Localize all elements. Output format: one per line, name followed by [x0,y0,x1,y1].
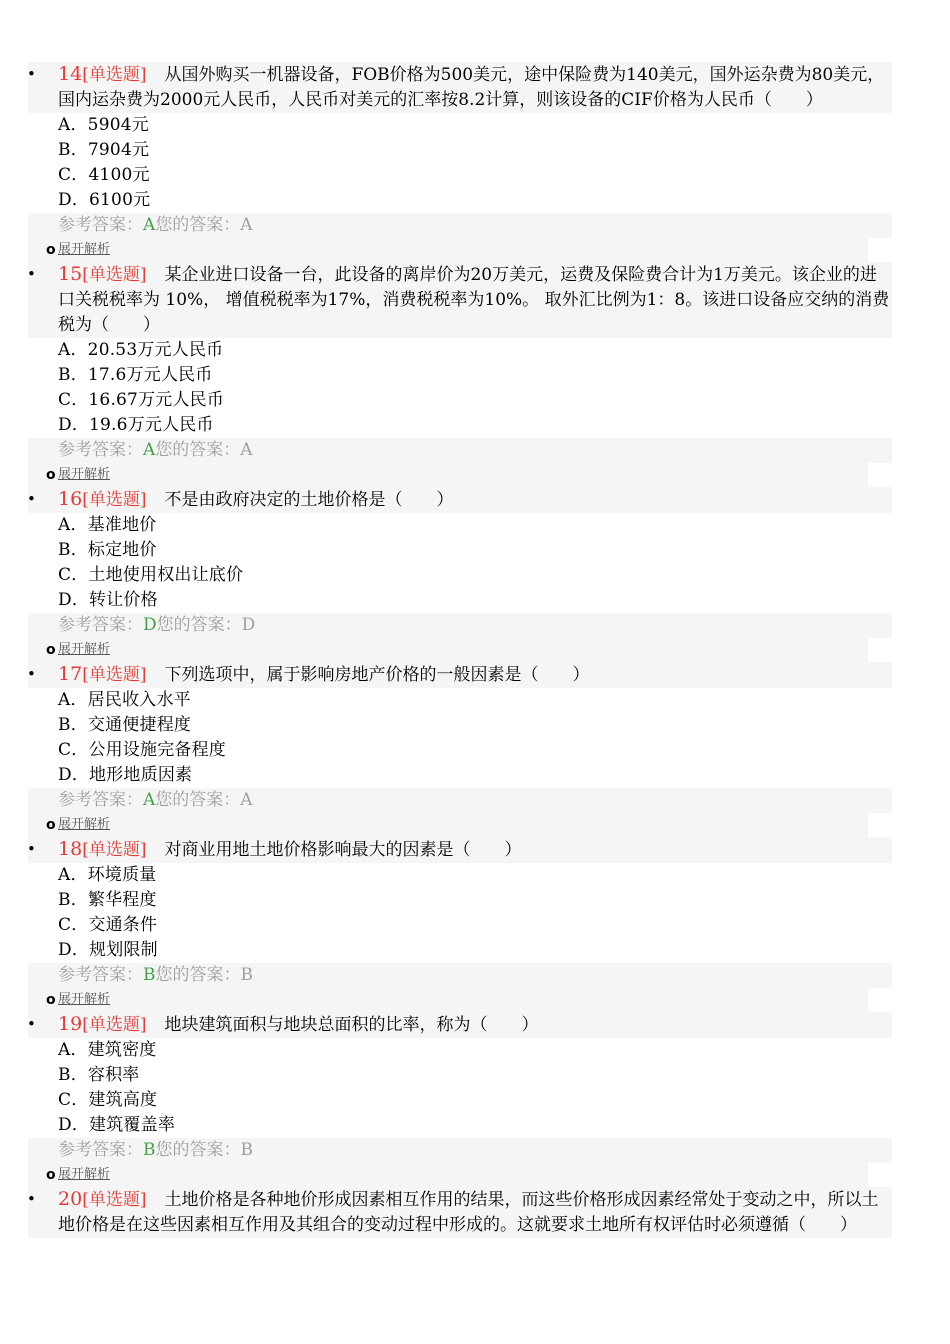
expand-analysis-link[interactable]: 展开解析 [58,242,111,257]
expand-analysis-link[interactable]: 展开解析 [58,1167,111,1182]
bullet-icon: • [27,490,36,508]
expand-row [28,988,868,1012]
answer-option[interactable]: D．地形地质因素 [58,765,193,785]
your-answer: 您的答案：B [155,965,253,985]
question-type: [单选题] [82,490,147,510]
question-header [28,1012,892,1038]
question-stem: 地块建筑面积与地块总面积的比率，称为（ ） [164,1015,539,1035]
answer-option[interactable]: A．5904元 [58,115,149,135]
answer-option[interactable]: C．公用设施完备程度 [58,740,227,760]
question-block [0,1187,950,1238]
answer-prefix: 参考答案： [58,790,143,810]
answer-option[interactable]: D．转让价格 [58,590,158,610]
your-answer: 您的答案：A [155,440,253,460]
expand-analysis-link[interactable]: 展开解析 [58,992,111,1007]
your-answer: 您的答案：A [155,215,253,235]
question-header [28,662,892,688]
reference-answer: B [143,1140,156,1160]
answer-option[interactable]: B．容积率 [58,1065,140,1085]
answer-line [28,788,892,813]
question-header [28,262,892,338]
your-answer: 您的答案：B [155,1140,253,1160]
answer-option[interactable]: D．规划限制 [58,940,158,960]
question-header [28,1187,892,1238]
circle-bullet-icon: o [46,642,56,658]
bullet-icon: • [27,840,36,858]
circle-bullet-icon: o [46,817,56,833]
answer-option[interactable]: A．建筑密度 [58,1040,157,1060]
question-block [0,487,950,662]
reference-answer: A [143,215,156,235]
question-type: [单选题] [82,1015,147,1035]
question-type: [单选题] [82,665,147,685]
question-number: 19 [58,1013,83,1035]
question-list [0,62,950,1238]
bullet-icon: • [27,1190,36,1208]
question-block [0,662,950,837]
question-stem: 某企业进口设备一台，此设备的离岸价为20万美元，运费及保险费合计为1万美元。该企业的进口关税税率为 10%， 增值税税率为17%，消费税税率为10%。 取外汇比例为1：8。该进口设备应交纳的消费税为（ ） [58,265,890,335]
answer-option[interactable]: C．交通条件 [58,915,158,935]
answer-prefix: 参考答案： [58,1140,143,1160]
question-number: 15 [58,263,83,285]
circle-bullet-icon: o [46,242,56,258]
expand-analysis-link[interactable]: 展开解析 [58,642,111,657]
your-answer: 您的答案：A [155,790,253,810]
question-stem: 从国外购买一机器设备，FOB价格为500美元，途中保险费为140美元，国外运杂费为80美元，国内运杂费为2000元人民币，人民币对美元的汇率按8.2计算，则该设备的CIF价格为人民币（ ） [58,65,885,110]
question-header [28,487,892,513]
answer-option[interactable]: D．19.6万元人民币 [58,415,214,435]
bullet-icon: • [27,1015,36,1033]
question-number: 17 [58,663,83,685]
expand-analysis-link[interactable]: 展开解析 [58,467,111,482]
answer-prefix: 参考答案： [58,440,143,460]
reference-answer: A [143,440,156,460]
question-stem: 下列选项中，属于影响房地产价格的一般因素是（ ） [164,665,590,685]
question-number: 20 [58,1188,83,1210]
expand-row [28,1163,868,1187]
question-block [0,262,950,487]
bullet-icon: • [27,65,36,83]
circle-bullet-icon: o [46,1167,56,1183]
expand-row [28,238,868,262]
answer-option[interactable]: B．17.6万元人民币 [58,365,213,385]
question-header [28,837,892,863]
answer-line [28,613,892,638]
bullet-icon: • [27,665,36,683]
answer-option[interactable]: A．环境质量 [58,865,157,885]
expand-analysis-link[interactable]: 展开解析 [58,817,111,832]
answer-line [28,438,892,463]
bullet-icon: • [27,265,36,283]
question-stem: 不是由政府决定的土地价格是（ ） [164,490,454,510]
your-answer: 您的答案：D [156,615,256,635]
reference-answer: A [143,790,156,810]
question-type: [单选题] [82,1190,147,1210]
answer-line [28,1138,892,1163]
answer-prefix: 参考答案： [58,615,143,635]
answer-option[interactable]: B．标定地价 [58,540,157,560]
answer-option[interactable]: B．繁华程度 [58,890,157,910]
question-stem: 对商业用地土地价格影响最大的因素是（ ） [164,840,522,860]
question-number: 16 [58,488,83,510]
answer-option[interactable]: B．7904元 [58,140,150,160]
question-block [0,1012,950,1187]
answer-option[interactable]: D．6100元 [58,190,151,210]
question-type: [单选题] [82,65,147,85]
answer-prefix: 参考答案： [58,965,143,985]
answer-prefix: 参考答案： [58,215,143,235]
answer-line [28,213,892,238]
question-header [28,62,892,113]
expand-row [28,463,868,487]
circle-bullet-icon: o [46,467,56,483]
question-number: 18 [58,838,83,860]
expand-row [28,813,868,837]
question-stem: 土地价格是各种地价形成因素相互作用的结果，而这些价格形成因素经常处于变动之中，所以土地价格是在这些因素相互作用及其组合的变动过程中形成的。这就要求土地所有权评估时必须遵循（ ） [58,1190,879,1235]
answer-option[interactable]: D．建筑覆盖率 [58,1115,176,1135]
question-type: [单选题] [82,265,147,285]
reference-answer: D [143,615,157,635]
question-block [0,62,950,262]
question-type: [单选题] [82,840,147,860]
answer-option[interactable]: A．20.53万元人民币 [58,340,224,360]
answer-option[interactable]: A．基准地价 [58,515,157,535]
answer-option[interactable]: A．居民收入水平 [58,690,191,710]
answer-option[interactable]: C．建筑高度 [58,1090,158,1110]
answer-option[interactable]: C．16.67万元人民币 [58,390,225,410]
answer-line [28,963,892,988]
question-block [0,837,950,1012]
expand-row [28,638,868,662]
question-number: 14 [58,63,83,85]
answer-option[interactable]: C．土地使用权出让底价 [58,565,244,585]
circle-bullet-icon: o [46,992,56,1008]
reference-answer: B [143,965,156,985]
answer-option[interactable]: C．4100元 [58,165,150,185]
answer-option[interactable]: B．交通便捷程度 [58,715,192,735]
